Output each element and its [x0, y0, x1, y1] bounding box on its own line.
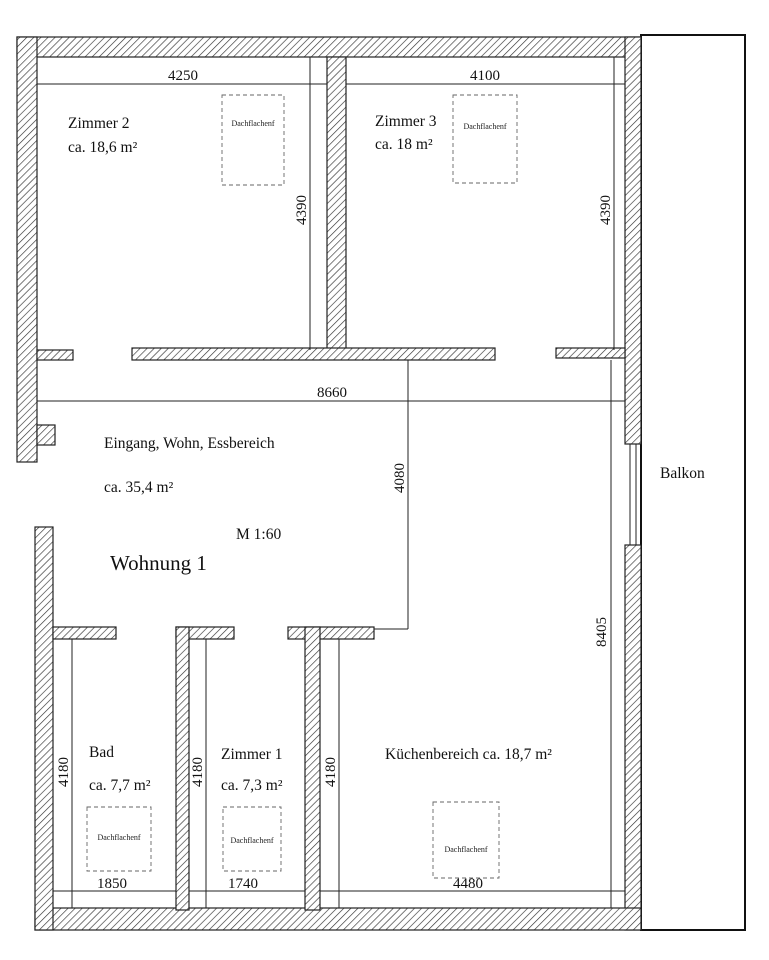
- plan-title: Wohnung 1: [110, 551, 207, 575]
- dim-z2-width: 4250: [168, 68, 198, 84]
- room-area-zimmer1: ca. 7,3 m²: [221, 777, 283, 794]
- skylight-zimmer3: [453, 95, 517, 183]
- skylight-kueche: [433, 802, 499, 878]
- room-name-zimmer2: Zimmer 2: [68, 115, 130, 132]
- skylight-label: Dachflachenf: [231, 119, 275, 128]
- plan-scale: M 1:60: [236, 526, 282, 543]
- skylight-zimmer2: [222, 95, 284, 185]
- room-name-bad: Bad: [89, 744, 114, 761]
- room-name-living: Eingang, Wohn, Essbereich: [104, 435, 275, 452]
- dim-living-width: 8660: [317, 385, 347, 401]
- room-area-living: ca. 35,4 m²: [104, 479, 174, 496]
- dim-bad-height: 4180: [56, 757, 72, 787]
- skylight-label: Dachflachenf: [97, 833, 141, 842]
- skylight-label: Dachflachenf: [230, 836, 274, 845]
- room-area-zimmer3: ca. 18 m²: [375, 136, 433, 153]
- dim-z3-width: 4100: [470, 68, 500, 84]
- skylight-label: Dachflachenf: [463, 122, 507, 131]
- balcony-label: Balkon: [660, 465, 705, 482]
- room-name-zimmer3: Zimmer 3: [375, 113, 437, 130]
- dim-right-height: 8405: [594, 617, 610, 647]
- skylight-label: Dachflachenf: [444, 845, 488, 854]
- room-area-zimmer2: ca. 18,6 m²: [68, 139, 138, 156]
- room-name-kueche: Küchenbereich ca. 18,7 m²: [385, 746, 552, 763]
- dim-z1-height: 4180: [190, 757, 206, 787]
- dim-kueche-width: 4480: [453, 876, 483, 892]
- dim-bad-width: 1850: [97, 876, 127, 892]
- dim-z1-width: 1740: [228, 876, 258, 892]
- room-name-zimmer1: Zimmer 1: [221, 746, 283, 763]
- dim-z2-height: 4390: [294, 195, 310, 225]
- dim-kueche-height: 4180: [323, 757, 339, 787]
- room-area-bad: ca. 7,7 m²: [89, 777, 151, 794]
- dim-living-height: 4080: [392, 463, 408, 493]
- balcony-area: [641, 35, 745, 930]
- dim-z3-height: 4390: [598, 195, 614, 225]
